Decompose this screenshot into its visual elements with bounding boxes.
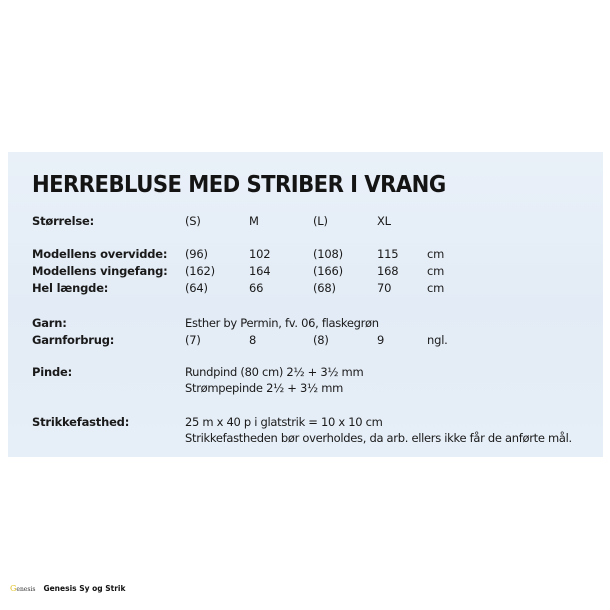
yarn-value: Esther by Permin, fv. 06, flaskegrøn [185, 316, 379, 330]
measurement-unit: cm [427, 281, 445, 295]
measurement-value: (68) [313, 281, 336, 295]
pattern-title: HERREBLUSE MED STRIBER I VRANG [32, 172, 446, 198]
needles-line: Rundpind (80 cm) 2½ + 3½ mm [185, 365, 364, 379]
measurement-value: 102 [249, 247, 271, 261]
measurement-value: 115 [377, 247, 399, 261]
size-value: M [249, 214, 259, 228]
measurement-value: (166) [313, 264, 343, 278]
measurement-label: Modellens overvidde: [32, 247, 168, 261]
yarn-usage-value: (8) [313, 333, 329, 347]
measurement-label: Hel længde: [32, 281, 109, 295]
yarn-usage-value: 9 [377, 333, 385, 347]
size-value: (S) [185, 214, 201, 228]
measurement-unit: cm [427, 264, 445, 278]
measurement-label: Modellens vingefang: [32, 264, 168, 278]
measurement-value: (108) [313, 247, 343, 261]
needles-line: Strømpepinde 2½ + 3½ mm [185, 381, 343, 395]
gauge-line: Strikkefastheden bør overholdes, da arb. ellers ikke får de anførte mål. [185, 431, 572, 445]
yarn-usage-unit: ngl. [427, 333, 448, 347]
measurement-value: (162) [185, 264, 215, 278]
genesis-logo-icon [10, 584, 35, 593]
size-value: XL [377, 214, 391, 228]
measurement-value: 164 [249, 264, 271, 278]
measurement-value: 66 [249, 281, 264, 295]
measurement-value: 168 [377, 264, 399, 278]
gauge-label: Strikkefasthed: [32, 415, 130, 429]
needles-label: Pinde: [32, 365, 72, 379]
yarn-label: Garn: [32, 316, 67, 330]
size-value: (L) [313, 214, 328, 228]
measurement-value: 70 [377, 281, 392, 295]
sizes-label: Størrelse: [32, 214, 95, 228]
measurement-value: (96) [185, 247, 208, 261]
measurement-value: (64) [185, 281, 208, 295]
yarn-usage-value: 8 [249, 333, 257, 347]
gauge-line: 25 m x 40 p i glatstrik = 10 x 10 cm [185, 415, 383, 429]
brand-name: Genesis Sy og Strik [43, 584, 126, 593]
measurement-unit: cm [427, 247, 445, 261]
logo-text: enesis [16, 586, 36, 593]
footer [10, 584, 126, 593]
logo-initial: G [10, 584, 17, 593]
yarn-usage-label: Garnforbrug: [32, 333, 115, 347]
yarn-usage-value: (7) [185, 333, 201, 347]
